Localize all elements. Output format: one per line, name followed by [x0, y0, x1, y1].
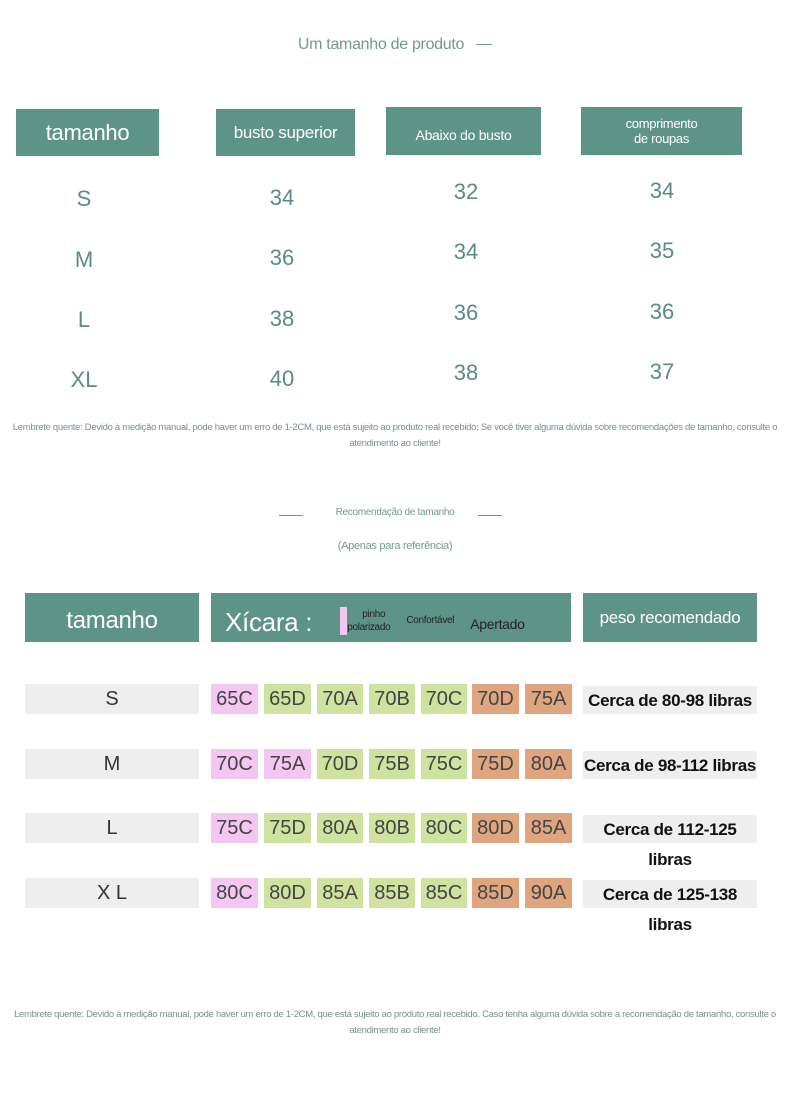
cup-cell: 85D	[472, 878, 519, 908]
cup-cell: 70C	[211, 749, 258, 779]
bust-cell: 40	[269, 366, 295, 391]
size-cell: M	[74, 247, 94, 272]
recommendation-note: Lembrete quente: Devido à medição manual, pode haver um erro de 1-2CM, que está sujeito ao produto real recebido. Caso tenha alguma dúvida sobre a recomendação de tamanho, consulte o atendimento ao cliente!	[14, 1009, 776, 1036]
weight-cell: Cerca de 125-138 libras	[583, 880, 757, 908]
cup-cell: 85B	[369, 878, 415, 908]
legend-pink-label	[347, 608, 390, 634]
size-cell: L	[77, 307, 91, 332]
size-label: X L	[25, 878, 199, 908]
title-dash	[476, 44, 492, 45]
cup-cell: 90A	[525, 878, 572, 908]
recommendation-title: Recomendação de tamanho	[335, 507, 455, 518]
bust-cell: 36	[269, 245, 295, 270]
weight-cell: Cerca de 112-125 libras	[583, 815, 757, 843]
cup-cell: 80D	[472, 813, 519, 843]
recommendation-subtitle: (Apenas para referência)	[337, 540, 453, 552]
cup-cell: 70B	[369, 684, 415, 714]
cup-cell: 75C	[211, 813, 258, 843]
underbust-cell: 32	[453, 179, 479, 204]
header-length-line1: comprimento	[625, 116, 698, 131]
cup-cell: 70D	[317, 749, 363, 779]
cup-cell: 80A	[317, 813, 363, 843]
legend-green-label: Confortável	[406, 615, 455, 626]
legend-pink-line2: polarizado	[347, 621, 391, 633]
weight-cell: Cerca de 98-112 libras	[583, 751, 757, 779]
cup-cell: 80C	[211, 878, 258, 908]
size-cell: S	[76, 186, 92, 211]
underbust-cell: 34	[453, 239, 479, 264]
size-label: M	[25, 749, 199, 779]
cup-cell: 75C	[421, 749, 467, 779]
cup-cell: 75A	[525, 684, 572, 714]
length-cell: 37	[649, 359, 675, 384]
header-length-line2: de roupas	[633, 131, 690, 146]
cup-cell: 65C	[211, 684, 258, 714]
header-weight: peso recomendado	[583, 593, 757, 642]
cup-cell: 85A	[317, 878, 363, 908]
cup-cell: 85C	[421, 878, 467, 908]
size-note: Lembrete quente: Devido à medição manual, pode haver um erro de 1-2CM, que está sujeito ao produto real recebido; Se você tiver alguma dúvida sobre recomendações de tamanho, consulte o atendimento ao cliente!	[12, 422, 778, 449]
underbust-cell: 36	[453, 300, 479, 325]
bust-cell: 38	[269, 306, 295, 331]
length-cell: 36	[649, 299, 675, 324]
header-cup	[211, 593, 571, 642]
size-label: S	[25, 684, 199, 714]
cup-cell: 80C	[421, 813, 467, 843]
length-cell: 34	[649, 178, 675, 203]
header-cup-label: Xícara :	[225, 607, 313, 637]
header-size-2: tamanho	[25, 593, 199, 642]
cup-cell: 70C	[421, 684, 467, 714]
size-label: L	[25, 813, 199, 843]
header-bust: busto superior	[216, 109, 355, 156]
legend-pink-swatch	[340, 607, 347, 635]
legend-orange-label: Apertado	[470, 615, 525, 632]
title-line-right	[478, 515, 502, 516]
header-underbust: Abaixo do busto	[386, 107, 541, 155]
cup-cell: 80A	[525, 749, 572, 779]
cup-cell: 75A	[264, 749, 311, 779]
cup-cell: 85A	[525, 813, 572, 843]
legend-pink-line1: pinho	[362, 608, 386, 620]
bust-cell: 34	[269, 185, 295, 210]
product-size-title	[0, 36, 790, 54]
cup-cell: 75B	[369, 749, 415, 779]
weight-cell: Cerca de 80-98 libras	[583, 686, 757, 714]
cup-cell: 80B	[369, 813, 415, 843]
header-length	[581, 107, 742, 155]
length-cell: 35	[649, 238, 675, 263]
size-cell: XL	[70, 367, 98, 392]
product-size-title-text: Um tamanho de produto	[297, 36, 465, 53]
cup-cell: 80D	[264, 878, 311, 908]
cup-cell: 70D	[472, 684, 519, 714]
cup-cell: 70A	[317, 684, 363, 714]
cup-cell: 75D	[264, 813, 311, 843]
cup-cell: 75D	[472, 749, 519, 779]
cup-cell: 65D	[264, 684, 311, 714]
underbust-cell: 38	[453, 360, 479, 385]
header-size: tamanho	[16, 109, 159, 156]
